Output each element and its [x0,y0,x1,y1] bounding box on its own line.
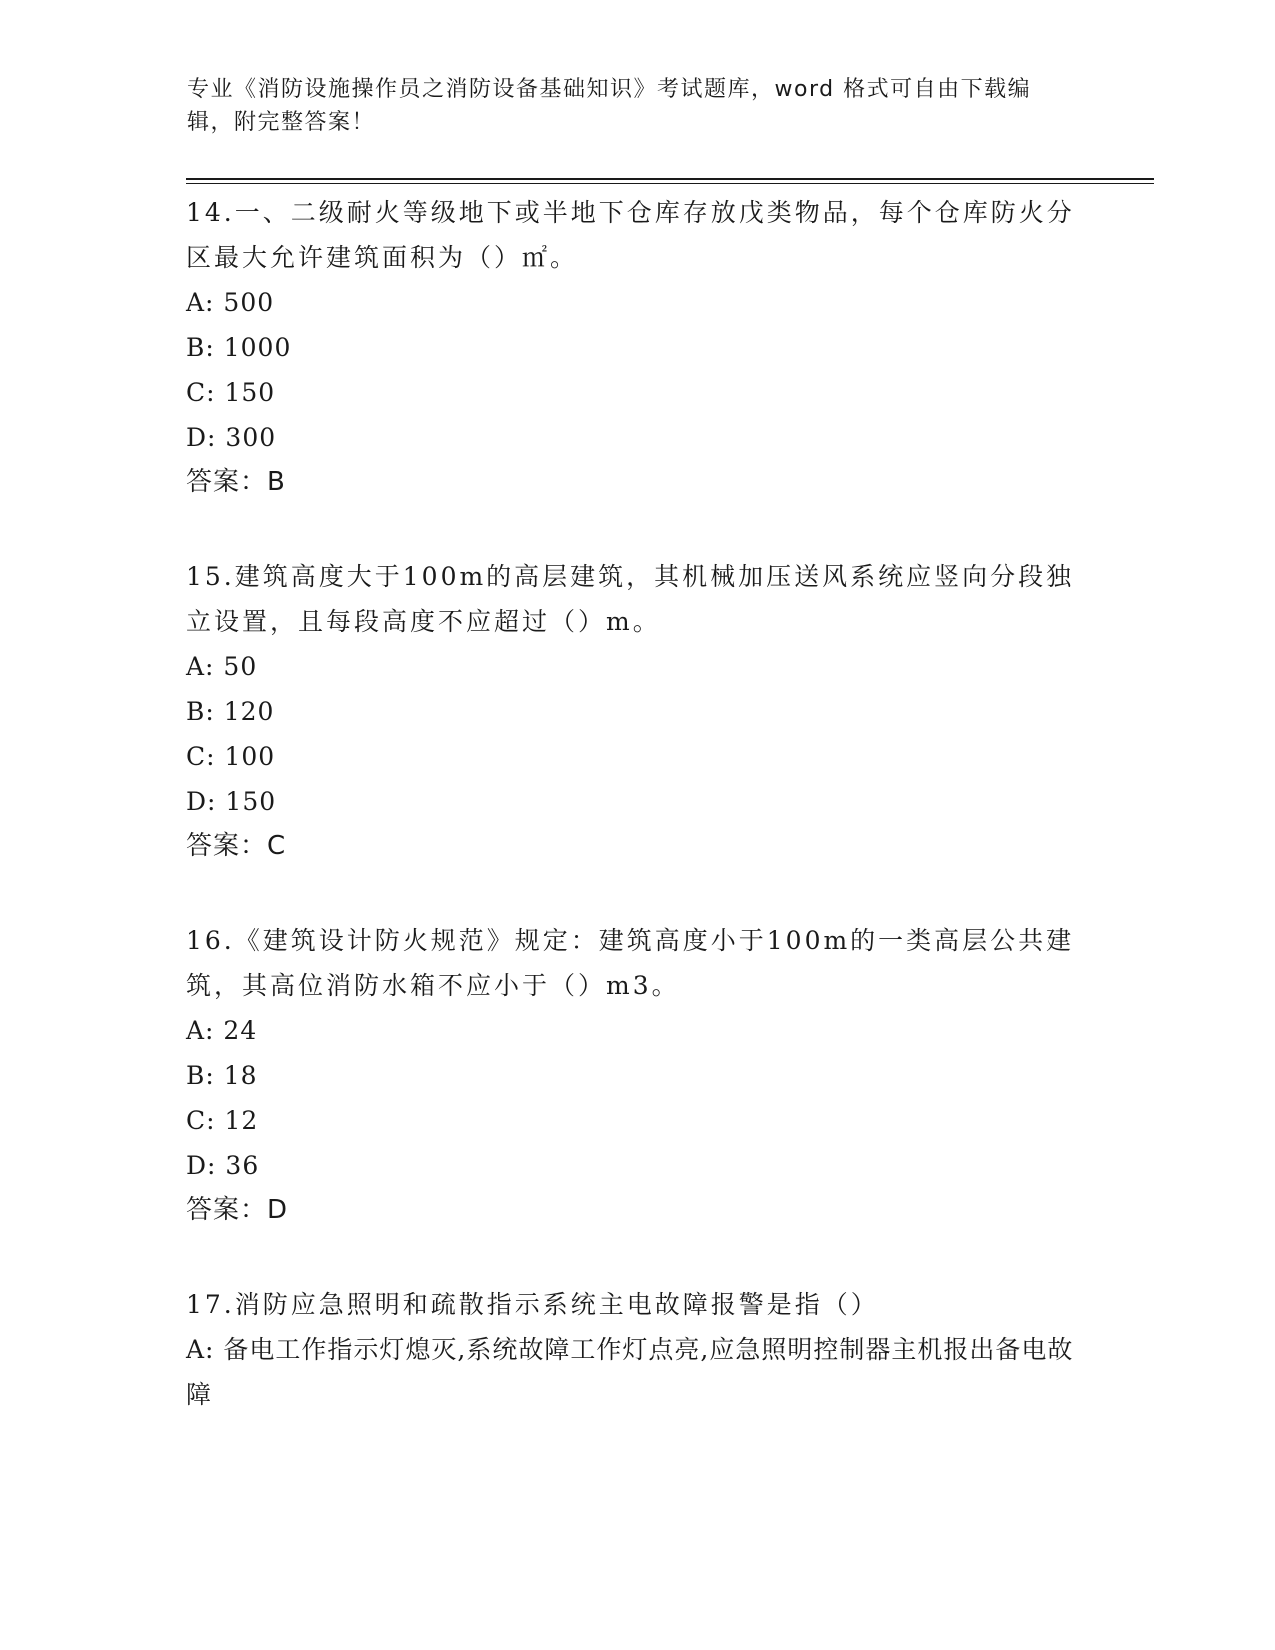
question-14 [186,190,1086,505]
header-divider-thick [186,178,1154,180]
answer: 答案：D [186,1195,289,1225]
option-d: D: 300 [186,423,277,452]
question-text: 17.消防应急照明和疏散指示系统主电故障报警是指（） [186,1290,879,1319]
option-c: C: 12 [186,1106,259,1135]
option-a: A: 备电工作指示灯熄灭,系统故障工作灯点亮,应急照明控制器主机报出备电故障 [186,1335,1074,1409]
option-d: D: 36 [186,1151,260,1180]
option-b: B: 1000 [186,333,292,362]
question-gap [186,869,1086,918]
question-list [186,190,1086,1417]
question-16 [186,918,1086,1233]
option-b: B: 120 [186,697,275,726]
document-header: 专业《消防设施操作员之消防设备基础知识》考试题库，word 格式可自由下载编辑，附完整答案！ [187,77,1032,135]
option-d: D: 150 [186,787,277,816]
header-divider-thin [186,183,1154,184]
answer: 答案：B [186,467,286,497]
option-a: A: 50 [186,652,258,681]
answer: 答案：C [186,831,287,861]
question-gap [186,505,1086,554]
question-gap [186,1233,1086,1282]
question-17 [186,1282,1086,1417]
option-a: A: 24 [186,1016,258,1045]
question-text: 15.建筑高度大于100m的高层建筑，其机械加压送风系统应竖向分段独立设置，且每段高度不应超过（）m。 [186,562,1075,636]
option-c: C: 150 [186,378,276,407]
question-text: 14.一、二级耐火等级地下或半地下仓库存放戊类物品，每个仓库防火分区最大允许建筑面积为（）㎡。 [186,198,1075,272]
option-a: A: 500 [186,288,275,317]
option-b: B: 18 [186,1061,258,1090]
question-text: 16.《建筑设计防火规范》规定：建筑高度小于100m的一类高层公共建筑，其高位消防水箱不应小于（）m3。 [186,926,1075,1000]
option-c: C: 100 [186,742,276,771]
question-15 [186,554,1086,869]
